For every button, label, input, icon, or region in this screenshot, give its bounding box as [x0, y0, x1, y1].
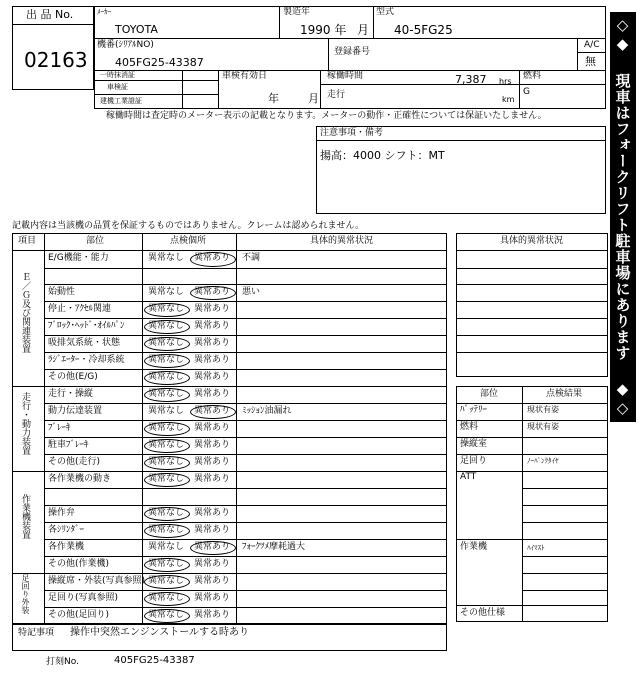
serial-label: 機番(ｼﾘｱﾙNO) [97, 40, 154, 50]
check-normal: 異常なし [148, 474, 185, 484]
check-abnormal: 異常あり [194, 423, 231, 433]
fuel-label: 燃料 [523, 71, 542, 81]
check-abnormal: 異常あり [194, 406, 231, 416]
results-value-battery: 現状有姿 [527, 405, 559, 414]
circle-mark-abnormal [190, 252, 236, 267]
col-part-header: 部位 [86, 236, 105, 246]
check-normal: 異常なし [148, 287, 185, 297]
year-value: 1990 年 [300, 23, 347, 37]
inspection-label: 車検有効日 [222, 71, 268, 81]
row-part: 走行・操縦 [48, 389, 94, 399]
circle-mark-normal [144, 473, 190, 487]
check-normal: 異常なし [148, 423, 185, 433]
check-normal: 異常なし [148, 593, 185, 603]
serial-value: 405FG25-43387 [115, 56, 204, 69]
right-detail-box [456, 233, 608, 377]
circle-mark-abnormal [190, 286, 236, 300]
check-normal: 異常なし [148, 406, 185, 416]
check-abnormal: 異常あり [194, 576, 231, 586]
circle-mark-normal [144, 439, 190, 453]
circle-mark-normal [144, 388, 190, 402]
circle-mark-normal [144, 320, 190, 334]
model-value: 40-5FG25 [394, 23, 453, 37]
check-normal: 異常なし [148, 457, 185, 467]
caution-label: 注意事項・備考 [320, 128, 384, 138]
right-detail-header: 具体的異常状況 [500, 236, 564, 246]
row-part: 停止・ｱｸｾﾙ関連 [48, 304, 112, 314]
check-abnormal: 異常あり [194, 440, 231, 450]
row-part: 各ｼﾘﾝﾀﾞｰ [48, 525, 85, 535]
row-part: 吸排気系統・状態 [48, 338, 121, 348]
check-abnormal: 異常あり [194, 593, 231, 603]
ac-label: A/C [584, 40, 600, 50]
circle-mark-normal [144, 422, 190, 436]
results-value-fuel: 現状有姿 [527, 422, 559, 431]
group-exterior-label: 足回り外装 [21, 574, 30, 614]
results-result-header: 点検結果 [546, 389, 583, 399]
year-label: 製造年 [283, 7, 311, 17]
col-check-header: 点検個所 [170, 236, 207, 246]
check-abnormal: 異常あり [194, 253, 231, 263]
km-unit: km [502, 95, 515, 104]
group-work-label: 作業機装置 [20, 494, 30, 539]
vehicle-cert-label: 車検証 [107, 83, 128, 91]
check-normal: 異常なし [148, 508, 185, 518]
row-detail: 不調 [242, 253, 261, 263]
check-abnormal: 異常あり [194, 338, 231, 348]
hours-disclaimer: 稼働時間は査定時のメーター表示の記載となります。メーターの動作・正確性については保証いたしません。 [106, 111, 547, 121]
check-normal: 異常なし [148, 338, 185, 348]
check-abnormal: 異常あり [194, 457, 231, 467]
stamp-label: 打刻No. [46, 657, 79, 667]
check-abnormal: 異常あり [194, 525, 231, 535]
group-eg-label: Ｅ／Ｇ及び関連装置 [20, 272, 30, 353]
col-item-header: 項目 [18, 236, 37, 246]
circle-mark-normal [144, 456, 190, 470]
results-part-work: 作業機 [460, 542, 488, 552]
circle-mark-normal [144, 558, 190, 572]
temp-cert-label: 一時抹消証 [100, 71, 135, 79]
fuel-value: G [523, 87, 530, 97]
inspection-year-unit: 年 [268, 92, 279, 105]
hours-unit: hrs [499, 77, 512, 86]
check-abnormal: 異常あり [194, 508, 231, 518]
check-abnormal: 異常あり [194, 304, 231, 314]
row-part: 操作弁 [48, 508, 76, 518]
maker-value: TOYOTA [115, 23, 158, 36]
circle-mark-normal [144, 371, 190, 385]
check-normal: 異常なし [148, 440, 185, 450]
results-part-battery: ﾊﾞｯﾃﾘｰ [460, 405, 488, 415]
check-normal: 異常なし [148, 355, 185, 365]
row-part: 動力伝達装置 [48, 406, 103, 416]
results-part-fuel: 燃料 [460, 422, 479, 432]
row-part: その他(走行) [48, 457, 101, 467]
inspection-month-unit: 月 [308, 92, 319, 105]
check-normal: 異常なし [148, 321, 185, 331]
row-part: 足回り(写真参照) [48, 593, 119, 603]
location-banner: ◇◆ 現車はフォークリフト駐車場にあります ◆◇ [610, 12, 636, 422]
check-normal: 異常なし [148, 576, 185, 586]
quality-disclaimer: 記載内容は当該機の品質を保証するものではありません。クレームは認められません。 [12, 221, 365, 231]
row-part: 始動性 [48, 287, 76, 297]
results-part-header: 部位 [480, 389, 499, 399]
maker-label: ﾒｰｶｰ [97, 8, 111, 16]
hours-value: 7,387 [455, 73, 487, 86]
check-abnormal: 異常あり [194, 542, 231, 552]
circle-mark-normal [144, 609, 190, 623]
check-abnormal: 異常あり [194, 355, 231, 365]
check-abnormal: 異常あり [194, 372, 231, 382]
reg-label: 登録番号 [334, 47, 371, 57]
row-part: 駐車ﾌﾞﾚｰｷ [48, 440, 89, 450]
ac-value: 無 [585, 55, 596, 68]
col-detail-header: 具体的異常状況 [310, 236, 374, 246]
circle-mark-normal [144, 337, 190, 351]
check-normal: 異常なし [148, 253, 185, 263]
check-abnormal: 異常あり [194, 474, 231, 484]
check-normal: 異常なし [148, 559, 185, 569]
mileage-label: 走行 [327, 90, 346, 100]
check-normal: 異常なし [148, 525, 185, 535]
year-month-unit: 月 [357, 23, 370, 37]
results-part-att: ATT [460, 472, 477, 482]
model-label: 型式 [376, 7, 395, 17]
circle-mark-normal [144, 303, 190, 317]
row-part: その他(作業機) [48, 559, 110, 569]
circle-mark-normal [144, 575, 190, 589]
circle-mark-abnormal [190, 541, 236, 555]
row-part: ﾌﾞﾛｯｸ･ﾍｯﾄﾞ･ｵｲﾙﾊﾟﾝ [48, 321, 125, 331]
results-value-undercarriage: ﾉｰﾊﾟﾝｸﾀｲﾔ [527, 457, 559, 465]
results-part-other: その他仕様 [460, 608, 506, 618]
hours-label: 稼働時間 [327, 71, 364, 81]
results-part-undercarriage: 足回り [460, 456, 488, 466]
construction-cert-label: 建機工業證証 [100, 97, 142, 105]
row-part: ﾗｼﾞｴｰﾀｰ・冷却系統 [48, 355, 125, 365]
row-part: 操縦席・外装(写真参照) [48, 576, 146, 586]
check-normal: 異常なし [148, 542, 185, 552]
check-abnormal: 異常あり [194, 389, 231, 399]
circle-mark-normal [144, 507, 190, 521]
stamp-value: 405FG25-43387 [114, 655, 195, 666]
lot-label: 出 品 No. [26, 8, 74, 21]
results-value-work: ﾊｲﾏｽﾄ [527, 544, 545, 552]
circle-mark-normal [144, 524, 190, 538]
check-abnormal: 異常あり [194, 287, 231, 297]
circle-mark-abnormal [190, 405, 236, 419]
row-detail: ﾌｫｰｸﾂﾒ摩耗過大 [242, 542, 306, 552]
check-normal: 異常なし [148, 610, 185, 620]
group-drive-label: 走行・動力装置 [20, 392, 30, 455]
row-part: 各作業機の動き [48, 474, 112, 484]
check-abnormal: 異常あり [194, 321, 231, 331]
row-part: 各作業機 [48, 542, 85, 552]
lot-number: 02163 [24, 48, 88, 72]
row-part: ﾌﾞﾚｰｷ [48, 423, 71, 433]
check-abnormal: 異常あり [194, 559, 231, 569]
row-part: その他(足回り) [48, 610, 110, 620]
special-text: 操作中突然エンジンストールする時あり [70, 627, 249, 638]
row-part: その他(E/G) [48, 372, 98, 382]
check-normal: 異常なし [148, 372, 185, 382]
results-part-cabin: 操縦室 [460, 439, 488, 449]
row-part: E/G機能・能力 [48, 253, 109, 263]
circle-mark-normal [144, 354, 190, 368]
check-normal: 異常なし [148, 389, 185, 399]
circle-mark-normal [144, 592, 190, 606]
row-detail: 悪い [242, 287, 261, 297]
caution-text: 揚高：4000 シフト：MT [320, 149, 445, 162]
row-detail: ﾐｯｼｮﾝ油漏れ [242, 406, 292, 416]
check-normal: 異常なし [148, 304, 185, 314]
special-label: 特記事項 [18, 628, 55, 638]
check-abnormal: 異常あり [194, 610, 231, 620]
